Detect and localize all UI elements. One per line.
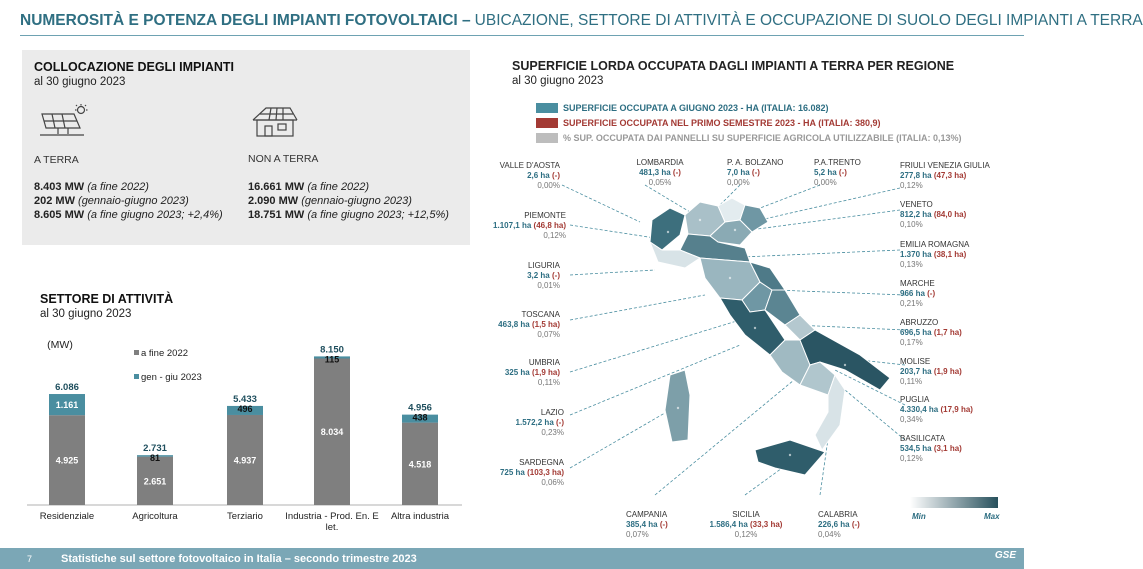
region-label-trento: P.A.TRENTO 5,2 ha (-) 0,00%: [814, 158, 861, 187]
collocazione-panel: [22, 50, 470, 245]
region-label-toscana: TOSCANA 463,8 ha (1,5 ha) 0,07%: [498, 310, 560, 339]
rooftop-solar-house-icon: [250, 104, 300, 138]
page-number: 7: [27, 553, 33, 564]
scale-max-label: Max: [984, 512, 1000, 521]
region-label-calabria: CALABRIA 226,6 ha (-) 0,04%: [818, 510, 860, 539]
bar-value-label-2023: 1.161: [55, 400, 79, 411]
ground-solar-panel-icon: [38, 104, 88, 138]
x-tick-label: let.: [325, 522, 339, 533]
region-label-molise: MOLISE 203,7 ha (1,9 ha) 0,11%: [900, 357, 962, 386]
bar-value-label-2022: 4.518: [408, 459, 432, 470]
region-label-lazio: LAZIO 1.572,2 ha (-) 0,23%: [515, 408, 564, 437]
bar-value-label-2022: 2.651: [143, 476, 167, 487]
x-tick-label: Residenziale: [39, 511, 95, 522]
a-terra-stat-3: 8.605 MW (a fine giugno 2023; +2,4%): [34, 209, 223, 221]
bar-total-label: 5.433: [233, 393, 257, 405]
legend-swatch: [536, 118, 558, 128]
bar-value-label-2022: 4.937: [233, 455, 257, 466]
bar-value-label-2022: 8.034: [320, 427, 344, 438]
settore-bar-chart: [22, 330, 467, 533]
region-label-bolzano: P. A. BOLZANO 7,0 ha (-) 0,00%: [727, 158, 784, 187]
region-label-umbria: UMBRIA 325 ha (1,9 ha) 0,11%: [504, 358, 560, 387]
a-terra-stat-2: 202 MW (gennaio-giugno 2023): [34, 195, 189, 207]
region-label-valle-d-aosta: VALLE D'AOSTA 2,6 ha (-) 0,00%: [499, 161, 560, 190]
region-label-emilia-romagna: EMILIA ROMAGNA 1.370 ha (38,1 ha) 0,13%: [900, 240, 970, 269]
bar-total-label: 4.956: [408, 402, 432, 414]
bar-total-label: 8.150: [320, 344, 344, 356]
legend-label-gen-giu-2023: gen - giu 2023: [141, 372, 202, 383]
map-scale-gradient: [910, 497, 998, 508]
page-title-detail: UBICAZIONE, SETTORE DI ATTIVITÀ E OCCUPAZIONE DI SUOLO DEGLI IMPIANTI A TERRA: [474, 12, 1143, 29]
region-label-sardegna: SARDEGNA 725 ha (103,3 ha) 0,06%: [499, 458, 564, 487]
region-label-lombardia: LOMBARDIA 481,3 ha (-) 0,05%: [636, 158, 684, 187]
non-a-terra-stat-1: 16.661 MW (a fine 2022): [248, 181, 370, 193]
legend-text: SUPERFICIE OCCUPATA A GIUGNO 2023 - HA (ITALIA: 16.082): [563, 103, 829, 113]
map-subtitle: al 30 giugno 2023: [512, 75, 604, 87]
bar-value-label-2022: 4.925: [55, 455, 79, 466]
non-a-terra-stat-2: 2.090 MW (gennaio-giugno 2023): [248, 195, 412, 207]
x-tick-label: Altra industria: [390, 511, 450, 522]
bar-total-label: 2.731: [143, 443, 167, 455]
a-terra-stat-1: 8.403 MW (a fine 2022): [34, 181, 149, 193]
x-tick-label: Terziario: [227, 511, 263, 522]
collocazione-title: COLLOCAZIONE DEGLI IMPIANTI: [34, 60, 234, 74]
legend-swatch: [536, 133, 558, 143]
gse-logo: GSE: [994, 550, 1016, 561]
region-label-piemonte: PIEMONTE 1.107,1 ha (46,8 ha) 0,12%: [493, 211, 566, 240]
non-a-terra-label: NON A TERRA: [248, 153, 319, 165]
region-label-basilicata: BASILICATA 534,5 ha (3,1 ha) 0,12%: [900, 434, 962, 463]
collocazione-subtitle: al 30 giugno 2023: [34, 76, 126, 88]
settore-title: SETTORE DI ATTIVITÀ: [40, 292, 174, 306]
page-title-bar: [0, 8, 1143, 34]
bar-total-label: 6.086: [55, 382, 79, 394]
legend-text: % SUP. OCCUPATA DAI PANNELLI SU SUPERFICIE AGRICOLA UTILIZZABILE (ITALIA: 0,13%): [563, 133, 962, 143]
legend-swatch: [536, 103, 558, 113]
region-label-veneto: VENETO 812,2 ha (84,0 ha) 0,10%: [900, 200, 967, 229]
page-footer: [0, 548, 1024, 569]
footer-text: Statistiche sul settore fotovoltaico in Italia – secondo trimestre 2023: [61, 552, 417, 565]
chart-unit-label: (MW): [47, 339, 73, 351]
bar-value-label-2023: 81: [149, 453, 161, 464]
map-title: SUPERFICIE LORDA OCCUPATA DAGLI IMPIANTI A TERRA PER REGIONE: [512, 59, 955, 73]
title-divider: [20, 35, 1024, 36]
region-label-sicilia: SICILIA 1.586,4 ha (33,3 ha) 0,12%: [709, 510, 783, 539]
region-label-puglia: PUGLIA 4.330,4 ha (17,9 ha) 0,34%: [900, 395, 973, 424]
bar-value-label-2023: 496: [237, 403, 253, 414]
region-label-liguria: LIGURIA 3,2 ha (-) 0,01%: [527, 261, 560, 290]
x-tick-label: Industria - Prod. En. E: [285, 511, 379, 522]
x-tick-label: Agricoltura: [132, 511, 178, 522]
bar-value-label-2023: 115: [324, 354, 340, 365]
settore-subtitle: al 30 giugno 2023: [40, 308, 132, 320]
region-label-abruzzo: ABRUZZO 696,5 ha (1,7 ha) 0,17%: [900, 318, 962, 347]
legend-label-a-fine-2022: a fine 2022: [141, 348, 189, 359]
map-legend-item: [536, 118, 881, 128]
region-label-friuli: FRIULI VENEZIA GIULIA 277,8 ha (47,3 ha) 0,12%: [900, 161, 990, 190]
page-title: NUMEROSITÀ E POTENZA DEGLI IMPIANTI FOTOVOLTAICI –: [20, 12, 471, 29]
legend-swatch-a-fine-2022: [134, 350, 139, 355]
region-label-campania: CAMPANIA 385,4 ha (-) 0,07%: [626, 510, 668, 539]
bar-value-label-2023: 438: [412, 412, 428, 423]
scale-min-label: Min: [912, 512, 926, 521]
legend-swatch-gen-giu-2023: [134, 374, 139, 379]
legend-text: SUPERFICIE OCCUPATA NEL PRIMO SEMESTRE 2023 - HA (ITALIA: 380,9): [563, 118, 881, 128]
map-legend-item: [536, 103, 829, 113]
non-a-terra-stat-3: 18.751 MW (a fine giugno 2023; +12,5%): [248, 209, 449, 221]
region-label-marche: MARCHE 966 ha (-) 0,21%: [900, 279, 936, 308]
a-terra-label: A TERRA: [34, 154, 79, 166]
map-legend-item: [536, 133, 962, 143]
